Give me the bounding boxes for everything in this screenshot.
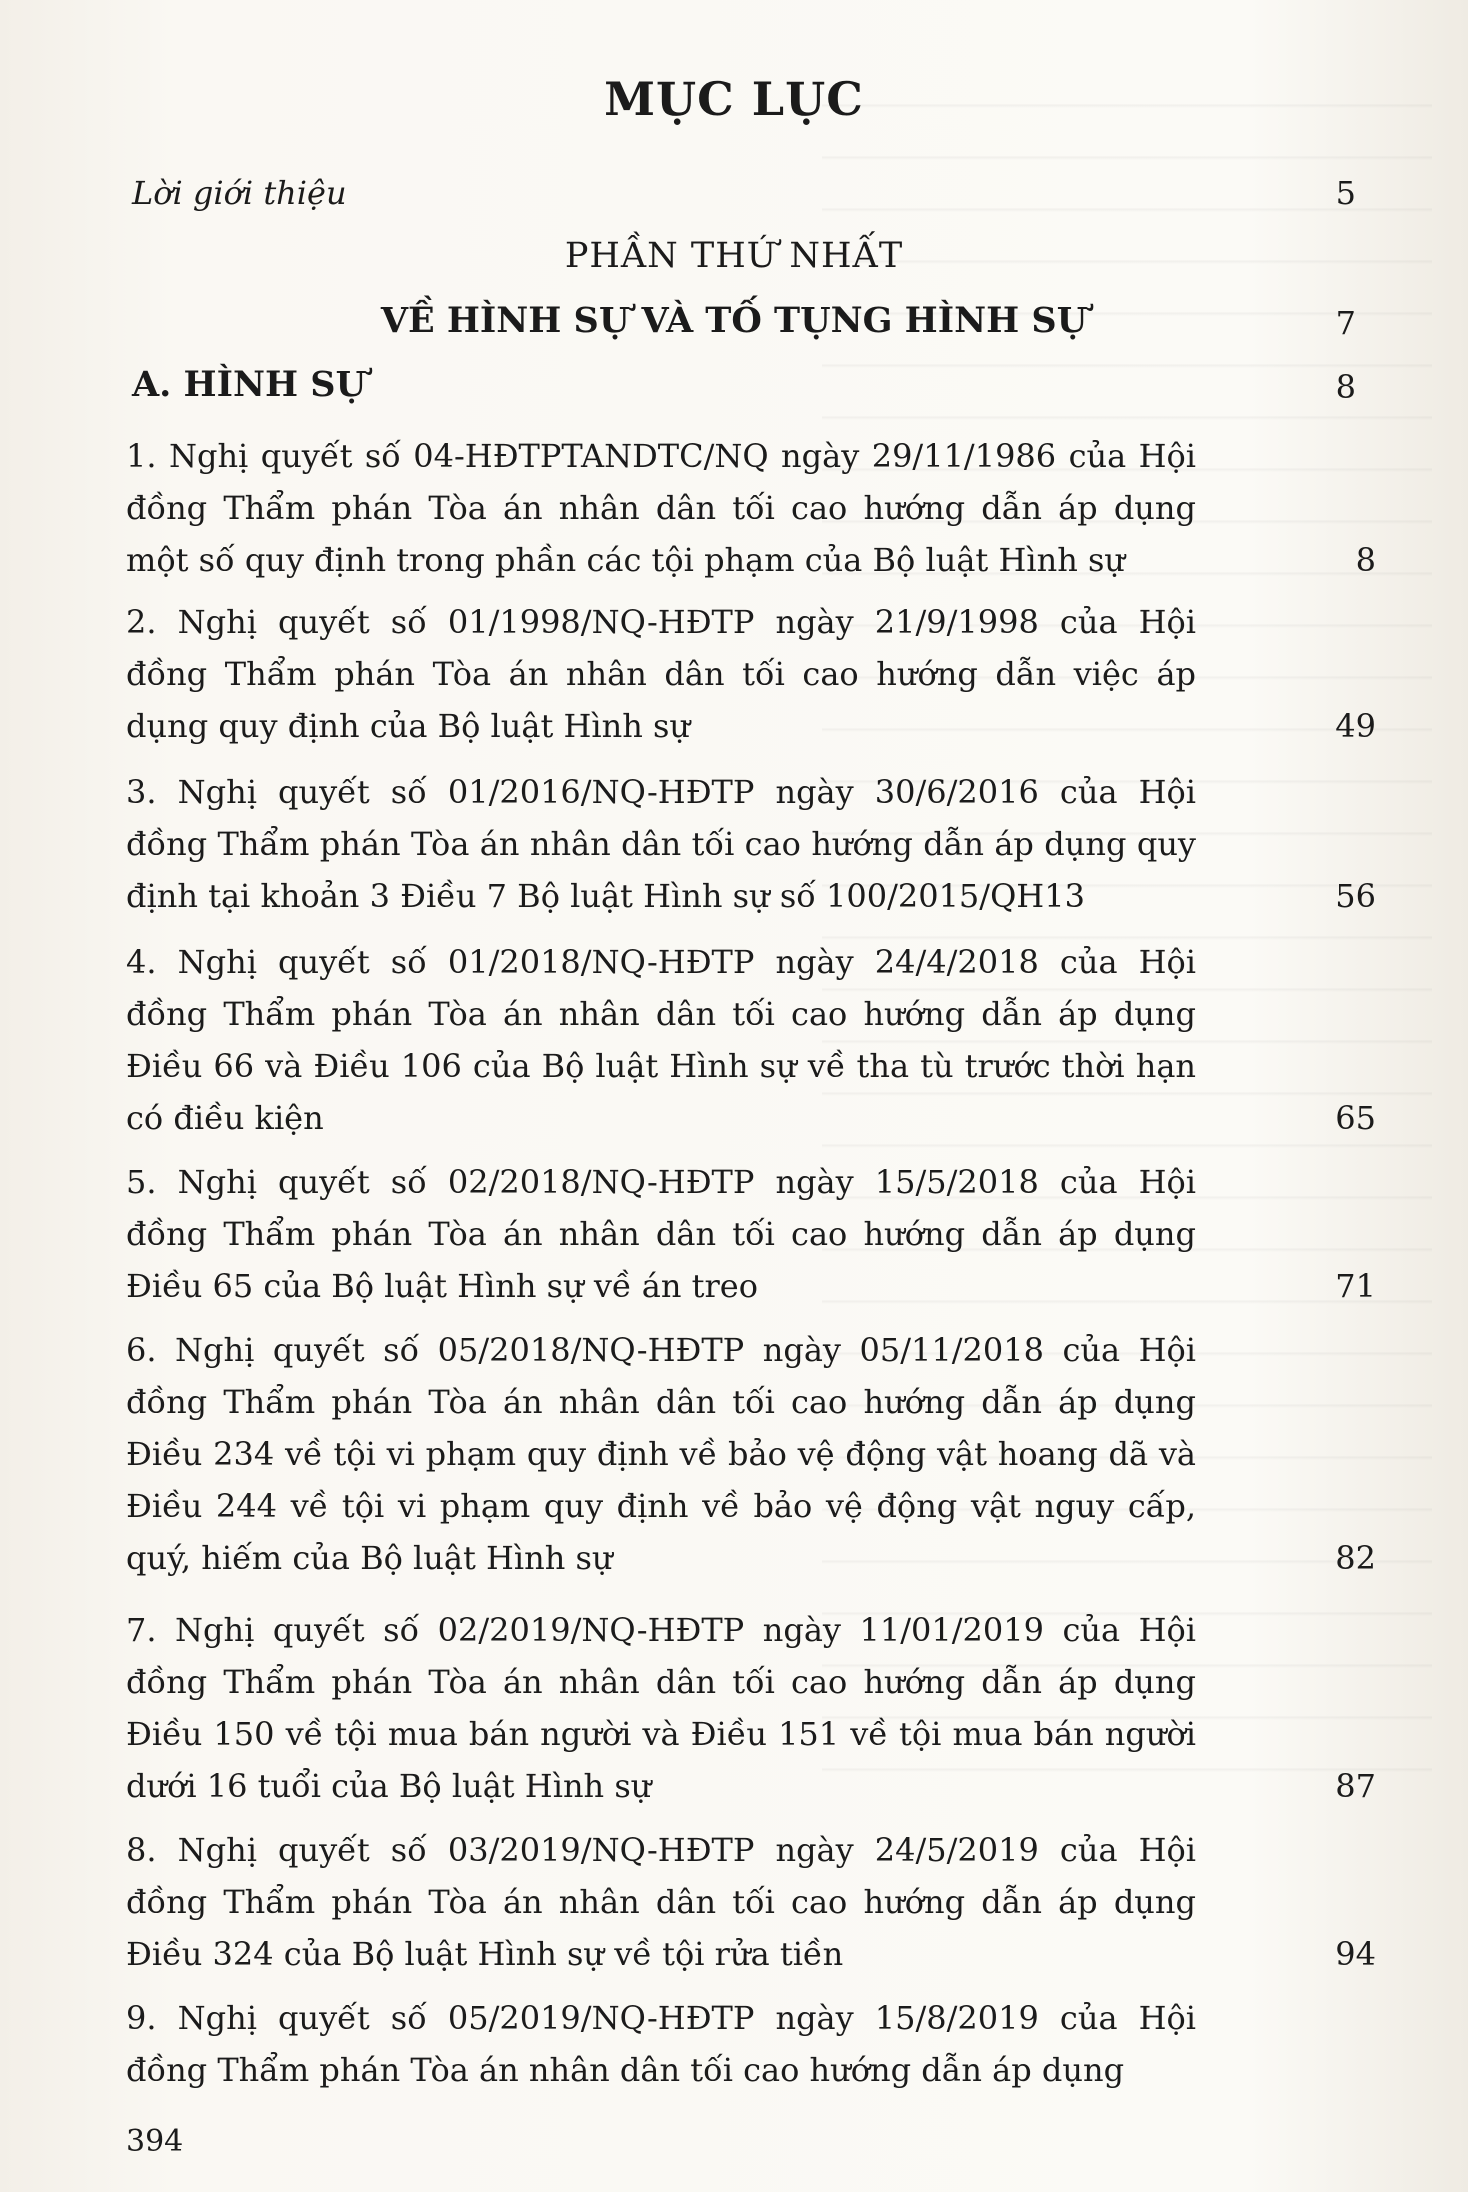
- toc-entry-2: [126, 596, 1376, 752]
- toc-entry-6: [126, 1324, 1376, 1584]
- intro-page-number: 5: [1335, 174, 1356, 212]
- part-subtitle: VỀ HÌNH SỰ VÀ TỐ TỤNG HÌNH SỰ: [380, 300, 1088, 341]
- toc-entry-page: 87: [1335, 1767, 1376, 1805]
- toc-entry-5: [126, 1156, 1376, 1312]
- toc-entry-page: 49: [1335, 707, 1376, 745]
- toc-entry-text: 3. Nghị quyết số 01/2016/NQ-HĐTP ngày 30/6/2016 của Hội đồng Thẩm phán Tòa án nhân dân tối cao hướng dẫn áp dụng quy định tại khoản 3 Điều 7 Bộ luật Hình sự số 100/2015/QH13: [126, 773, 1196, 915]
- toc-entry-page: 94: [1335, 1935, 1376, 1973]
- toc-entry-text: 4. Nghị quyết số 01/2018/NQ-HĐTP ngày 24/4/2018 của Hội đồng Thẩm phán Tòa án nhân dân tối cao hướng dẫn áp dụng Điều 66 và Điều 106 của Bộ luật Hình sự về tha tù trước thời hạn có điều kiện: [126, 943, 1196, 1137]
- part-page-number: 7: [1335, 304, 1356, 342]
- page-number: 394: [126, 2124, 184, 2159]
- toc-entry-page: 71: [1335, 1267, 1376, 1305]
- toc-entry-text: 2. Nghị quyết số 01/1998/NQ-HĐTP ngày 21/9/1998 của Hội đồng Thẩm phán Tòa án nhân dân tối cao hướng dẫn việc áp dụng quy định của Bộ luật Hình sự: [126, 603, 1196, 745]
- toc-entry-text: 1. Nghị quyết số 04-HĐTPTANDTC/NQ ngày 29/11/1986 của Hội đồng Thẩm phán Tòa án nhân dân tối cao hướng dẫn áp dụng một số quy định trong phần các tội phạm của Bộ luật Hình sự: [126, 437, 1196, 579]
- toc-entry-page: 8: [1355, 541, 1376, 579]
- toc-entry-9: [126, 1992, 1376, 2096]
- intro-entry: [132, 174, 1352, 226]
- intro-label: Lời giới thiệu: [132, 174, 347, 212]
- toc-entry-page: 56: [1335, 877, 1376, 915]
- section-title: A. HÌNH SỰ: [132, 364, 367, 405]
- toc-entry-3: [126, 766, 1376, 922]
- section-page-number: 8: [1335, 368, 1356, 406]
- toc-entry-8: [126, 1824, 1376, 1980]
- toc-entry-page: 82: [1335, 1539, 1376, 1577]
- toc-entry-text: 9. Nghị quyết số 05/2019/NQ-HĐTP ngày 15/8/2019 của Hội đồng Thẩm phán Tòa án nhân dân tối cao hướng dẫn áp dụng: [126, 1999, 1196, 2089]
- toc-entry-4: [126, 936, 1376, 1144]
- toc-entry-text: 7. Nghị quyết số 02/2019/NQ-HĐTP ngày 11/01/2019 của Hội đồng Thẩm phán Tòa án nhân dân tối cao hướng dẫn áp dụng Điều 150 về tội mua bán người và Điều 151 về tội mua bán người dưới 16 tuổi của Bộ luật Hình sự: [126, 1611, 1196, 1805]
- toc-entry-1: [126, 430, 1376, 586]
- toc-entry-page: 65: [1335, 1099, 1376, 1137]
- toc-entry-text: 8. Nghị quyết số 03/2019/NQ-HĐTP ngày 24/5/2019 của Hội đồng Thẩm phán Tòa án nhân dân tối cao hướng dẫn áp dụng Điều 324 của Bộ luật Hình sự về tội rửa tiền: [126, 1831, 1196, 1973]
- toc-entry-text: 6. Nghị quyết số 05/2018/NQ-HĐTP ngày 05/11/2018 của Hội đồng Thẩm phán Tòa án nhân dân tối cao hướng dẫn áp dụng Điều 234 về tội vi phạm quy định về bảo vệ động vật hoang dã và Điều 244 về tội vi phạm quy định về bảo vệ động vật nguy cấp, quý, hiếm của Bộ luật Hình sự: [126, 1331, 1196, 1577]
- part-title: PHẦN THỨ NHẤT: [564, 236, 904, 276]
- page-title: MỤC LỤC: [604, 72, 864, 126]
- toc-entry-7: [126, 1604, 1376, 1812]
- toc-entry-text: 5. Nghị quyết số 02/2018/NQ-HĐTP ngày 15/5/2018 của Hội đồng Thẩm phán Tòa án nhân dân tối cao hướng dẫn áp dụng Điều 65 của Bộ luật Hình sự về án treo: [126, 1163, 1196, 1305]
